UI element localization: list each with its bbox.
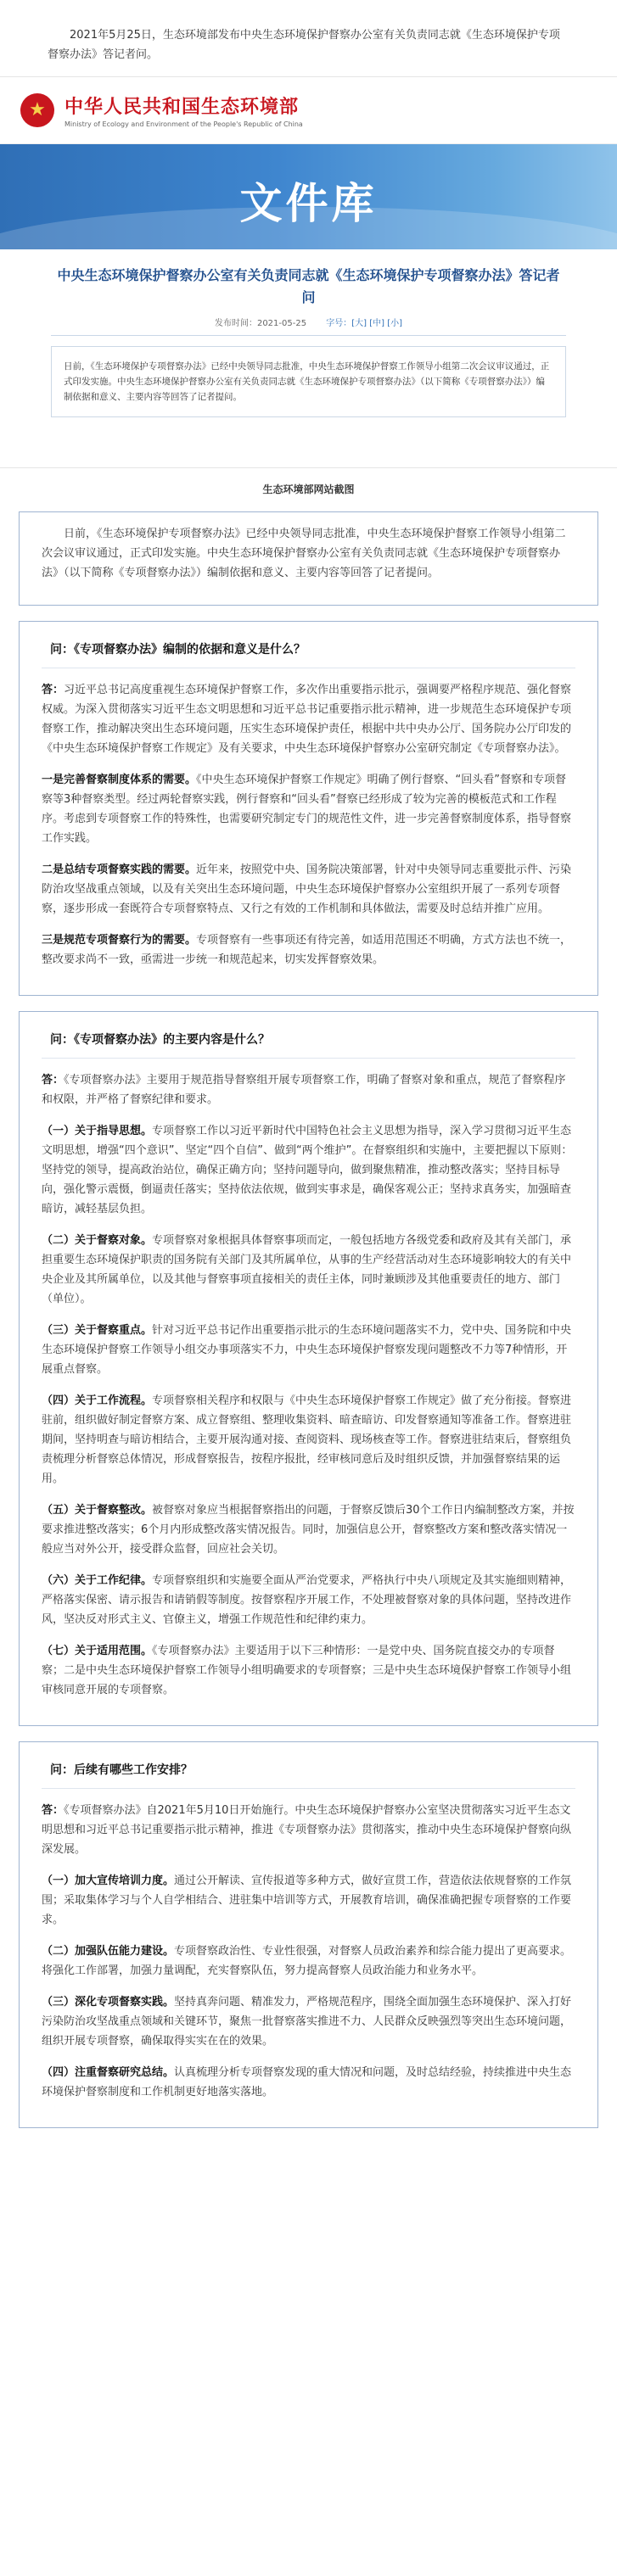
point-heading: （二）关于督察对象。 (42, 1234, 153, 1247)
answer-paragraph (42, 1121, 575, 1219)
answer-text: 专项督察工作以习近平新时代中国特色社会主义思想为指导，深入学习贯彻习近平生态文明思想，增强“四个意识”、坚定“四个自信”、做到“两个维护”。在督察组织和实施中，主要把握以下原则：坚持党的领导，提高政治站位，确保正确方向；坚持问题导向，做到聚焦精准，推动整改落实；坚持目标导向，强化警示震慑，倒逼责任落实；坚持依法依规，做到实事求是，确保客观公正；坚持求真务实，加强暗查暗访，减轻基层负担。 (42, 1125, 573, 1215)
answer-paragraph (42, 1801, 575, 1859)
answer-text: 坚持真奔问题、精准发力，严格规范程序，围绕全面加强生态环境保护、深入打好污染防治攻坚战重点领域和关键环节，聚焦一批督察落实推进不力、人民群众反映强烈等突出生态环境问题，组织开展专项督察，确保取得实实在在的效果。 (42, 1996, 572, 2048)
answer-text: 《专项督察办法》主要适用于以下三种情形：一是党中央、国务院直接交办的专项督察；二是中央生态环境保护督察工作领导小组明确要求的专项督察；三是中央生态环境保护督察工作领导小组审核同意开展的专项督察。 (42, 1645, 572, 1696)
ministry-name-en: Ministry of Ecology and Environment of the People's Republic of China (65, 120, 303, 128)
font-size-control[interactable]: 字号：[大] [中] [小] (326, 319, 403, 328)
point-heading: （一）关于指导思想。 (42, 1125, 153, 1137)
answer-paragraph (42, 1500, 575, 1559)
answer-paragraph (42, 1641, 575, 1700)
answer-text: 近年来，按照党中央、国务院决策部署，针对中央领导同志重要批示件、污染防治攻坚战重点领域，以及有关突出生态环境问题，中央生态环境保护督察办公室组织开展了一系列专项督察，逐步形成一套既符合专项督察特点、又行之有效的工作机制和具体做法，需要及时总结并推广应用。 (42, 863, 572, 915)
answer-paragraph (42, 1321, 575, 1379)
point-heading: 一是完善督察制度体系的需要。 (42, 774, 197, 786)
question-heading: 问：后续有哪些工作安排？ (42, 1754, 575, 1789)
point-heading: 二是总结专项督察实践的需要。 (42, 863, 197, 876)
answer-paragraph (42, 2063, 575, 2102)
answer-text: 专项督察对象根据具体督察事项而定，一般包括地方各级党委和政府及其有关部门，承担重要生态环境保护职责的国务院有关部门及其所属单位，从事的生产经营活动对生态环境影响较大的有关中央企业及其所属单位，以及其他与督察事项直接相关的责任主体，同时兼顾涉及其他重要责任的地方、部门（单位）。 (42, 1234, 572, 1305)
point-heading: （三）深化专项督察实践。 (42, 1996, 175, 2009)
answer-text: 认真梳理分析专项督察发现的重大情况和问题，及时总结经验，持续推进中央生态环境保护督察制度和工作机制更好地落实落地。 (42, 2066, 572, 2098)
answer-paragraph (42, 1571, 575, 1629)
national-emblem-icon: ★ (20, 93, 54, 127)
answer-text: 通过公开解读、宣传报道等多种方式，做好宣贯工作，营造依法依规督察的工作氛围；采取集体学习与个人自学相结合、进驻集中培训等方式，开展教育培训，确保准确把握专项督察的工作要求。 (42, 1875, 572, 1926)
website-screenshot (0, 76, 617, 468)
answer-paragraph (42, 1871, 575, 1930)
answer-paragraph (42, 1391, 575, 1489)
question-heading: 问：《专项督察办法》的主要内容是什么？ (42, 1024, 575, 1059)
intro-paragraph: 2021年5月25日，生态环境部发布中央生态环境保护督察办公室有关负责同志就《生态环境保护专项督察办法》答记者问。 (48, 29, 560, 61)
point-heading: （四）关于工作流程。 (42, 1394, 153, 1407)
answer-text: 《专项督察办法》主要用于规范指导督察组开展专项督察工作，明确了督察对象和重点，规范了督察程序和权限，并严格了督察纪律和要求。 (42, 1074, 566, 1106)
answer-paragraph (42, 860, 575, 919)
point-heading: （七）关于适用范围。 (42, 1645, 153, 1657)
intro-body: 日前，《生态环境保护专项督察办法》已经中央领导同志批准，中央生态环境保护督察工作领导小组第二次会议审议通过，正式印发实施。中央生态环境保护督察办公室有关负责同志就《生态环境保护专项督察办法》（以下简称《专项督察办法》）编制依据和意义、主要内容等回答了记者提问。 (42, 528, 566, 579)
point-heading: （四）注重督察研究总结。 (42, 2066, 175, 2079)
point-heading: （三）关于督察重点。 (42, 1324, 153, 1337)
ministry-header (0, 77, 617, 144)
answer-label: 答： (42, 1074, 65, 1087)
banner-title: 文件库 (239, 179, 378, 228)
answer-text: 被督察对象应当根据督察指出的问题，于督察反馈后30个工作日内编制整改方案，并按要求推进整改落实；6个月内形成整改落实情况报告。同时，加强信息公开，督察整改方案和整改落实情况一般应当对外公开，接受群众监督，回应社会关切。 (42, 1504, 575, 1556)
answer-paragraph (42, 1070, 575, 1109)
section-basis (19, 621, 598, 996)
answer-label: 答： (42, 684, 65, 696)
answer-paragraph (42, 1992, 575, 2051)
document-meta (51, 316, 566, 336)
ministry-name: 中华人民共和国生态环境部 (65, 97, 300, 118)
question-heading: 问：《专项督察办法》编制的依据和意义是什么？ (42, 634, 575, 668)
answer-text: 《中央生态环境保护督察工作规定》明确了例行督察、“回头看”督察和专项督察等3种督察类型。经过两轮督察实践，例行督察和“回头看”督察已经形成了较为完善的模板范式和工作程序。考虑到专项督察工作的特殊性，也需要研究制定专门的规范性文件，进一步完善督察制度体系，指导督察工作实践。 (42, 774, 572, 845)
answer-paragraph (42, 770, 575, 848)
answer-text: 专项督察政治性、专业性很强，对督察人员政治素养和综合能力提出了更高要求。将强化工作部署，加强力量调配，充实督察队伍，努力提高督察人员政治能力和业务水平。 (42, 1945, 572, 1977)
screenshot-caption: 生态环境部网站截图 (262, 483, 355, 495)
answer-text: 专项督察相关程序和权限与《中央生态环境保护督察工作规定》做了充分衔接。督察进驻前，组织做好制定督察方案、成立督察组、整理收集资料、暗查暗访、印发督察通知等准备工作。督察进驻期间，坚持明查与暗访相结合，主要开展沟通对接、查阅资料、现场核查等工作。督察进驻结束后，督察组负责梳理分析督察总体情况，形成督察报告，按程序报批，经审核同意后及时组织反馈，并加强督察结果的运用。 (42, 1394, 572, 1485)
point-heading: （二）加强队伍能力建设。 (42, 1945, 175, 1958)
answer-paragraph (42, 1231, 575, 1309)
section-content (19, 1011, 598, 1726)
point-heading: 三是规范专项督察行为的需要。 (42, 934, 197, 947)
answer-text: 专项督察有一些事项还有待完善，如适用范围还不明确，方式方法也不统一，整改要求尚不一致，亟需进一步统一和规范起来，切实发挥督察效果。 (42, 934, 572, 966)
section-followup (19, 1741, 598, 2128)
answer-text: 专项督察组织和实施要全面从严治党要求，严格执行中央八项规定及其实施细则精神，严格落实保密、请示报告和请销假等制度。按督察程序开展工作，不处理被督察对象的具体问题，坚持改进作风，坚决反对形式主义、官僚主义，增强工作规范性和纪律约束力。 (42, 1574, 572, 1626)
answer-text: 针对习近平总书记作出重要指示批示的生态环境问题落实不力，党中央、国务院和中央生态环境保护督察工作领导小组交办事项落实不力，中央生态环境保护督察发现问题整改不力等7种情形，开展重点督察。 (42, 1324, 572, 1376)
answer-paragraph (42, 1942, 575, 1981)
document-title: 中央生态环境保护督察办公室有关负责同志就《生态环境保护专项督察办法》答记者问 (57, 267, 560, 305)
point-heading: （一）加大宣传培训力度。 (42, 1875, 175, 1887)
document-summary: 日前，《生态环境保护专项督察办法》已经中央领导同志批准，中央生态环境保护督察工作领导小组第二次会议审议通过，正式印发实施。中央生态环境保护督察办公室有关负责同志就《生态环境保护专项督察办法》（以下简称《专项督察办法》）编制依据和意义、主要内容等回答了记者提问。 (51, 346, 566, 417)
publish-date: 发布时间：2021-05-25 (214, 319, 307, 328)
banner (0, 144, 617, 249)
answer-text: 《专项督察办法》自2021年5月10日开始施行。中央生态环境保护督察办公室坚决贯彻落实习近平生态文明思想和习近平总书记重要指示批示精神，推进《专项督察办法》贯彻落实，推动中央生态环境保护督察向纵深发展。 (42, 1804, 572, 1856)
answer-text: 习近平总书记高度重视生态环境保护督察工作，多次作出重要指示批示，强调要严格程序规范、强化督察权威。为深入贯彻落实习近平生态文明思想和习近平总书记重要指示批示精神，进一步规范生态环境保护专项督察工作，推动解决突出生态环境问题，压实生态环境保护责任，根据中共中央办公厅、国务院办公厅印发的《中央生态环境保护督察工作规定》及有关要求，中央生态环境保护督察办公室研究制定《专项督察办法》。 (42, 684, 572, 755)
point-heading: （六）关于工作纪律。 (42, 1574, 153, 1587)
point-heading: （五）关于督察整改。 (42, 1504, 153, 1517)
section-intro (19, 511, 598, 606)
answer-paragraph (42, 930, 575, 969)
answer-label: 答： (42, 1804, 65, 1817)
answer-paragraph (42, 680, 575, 758)
